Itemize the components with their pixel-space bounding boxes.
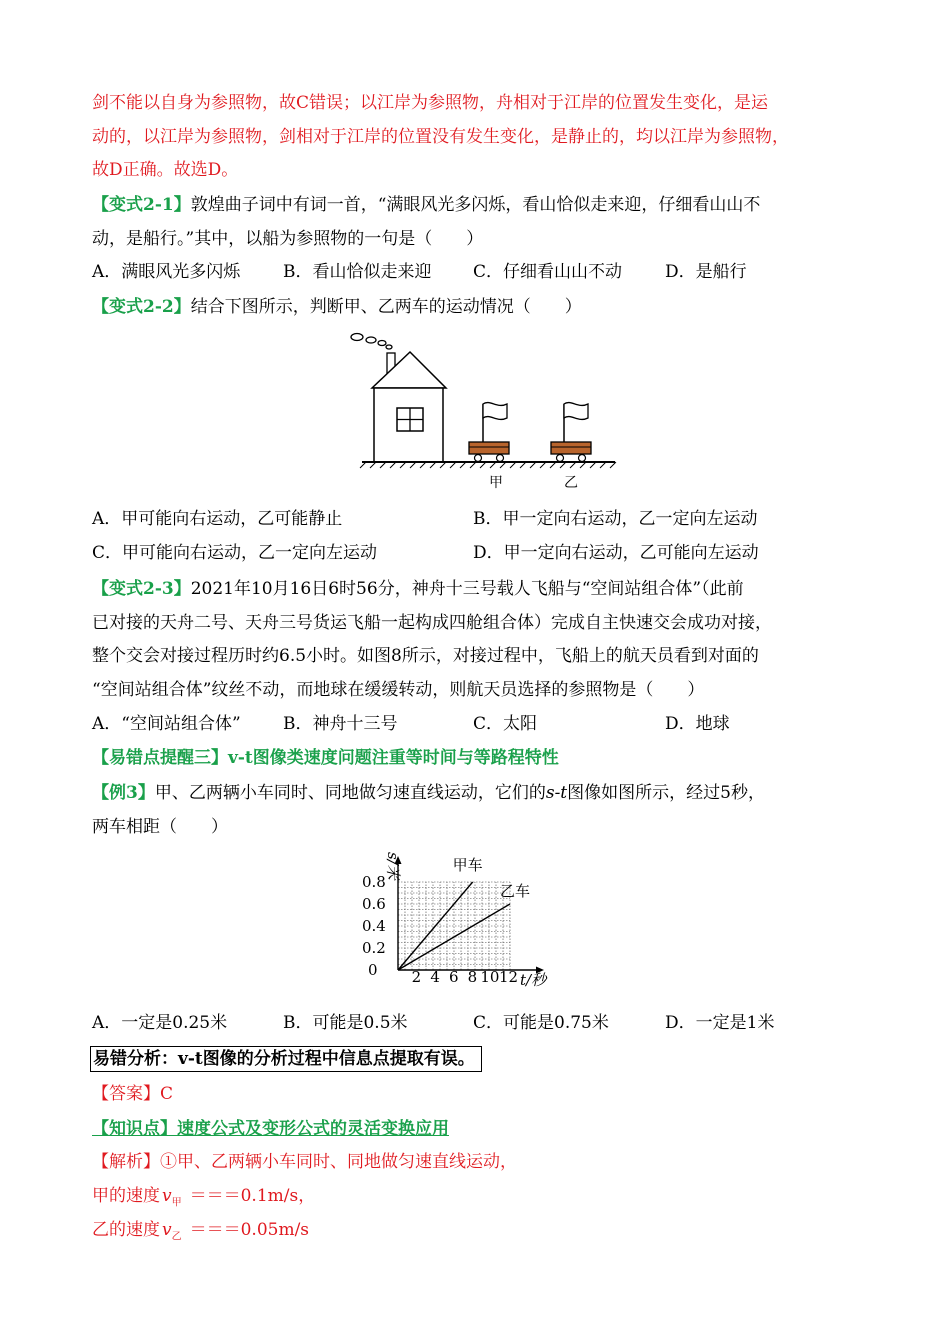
question-text: 敦煌曲子词中有词一首，“满眼风光多闪烁，看山恰似走来迎，仔细看山山不 — [190, 195, 761, 215]
option-d: D．甲一定向右运动，乙可能向左运动 — [473, 543, 759, 563]
question-2-3-line4: “空间站组合体”纹丝不动，而地球在缓缓转动，则航天员选择的参照物是（ ） — [92, 680, 705, 700]
option-b: B．看山恰似走来迎 — [283, 262, 432, 282]
y-tick-label: 0.6 — [362, 895, 386, 913]
cart-a — [469, 403, 509, 462]
subscript: 甲 — [171, 1197, 182, 1209]
example-3-line1 — [92, 781, 872, 805]
solution-text: 甲的速度 — [92, 1186, 160, 1206]
solution-line2 — [92, 1184, 872, 1215]
question-2-3-line1 — [92, 577, 872, 601]
solution-text: ＝＝＝0.1m/s， — [189, 1186, 316, 1206]
question-2-3-line2: 已对接的天舟二号、天舟三号货运飞船一起构成四舱组合体）完成自主快速交会成功对接， — [92, 613, 772, 633]
option-c: C．可能是0.75米 — [473, 1013, 609, 1033]
x-tick-label: 8 — [467, 968, 478, 986]
house-carts-figure — [340, 325, 630, 495]
solution-text: ①甲、乙两辆小车同时、同地做匀速直线运动， — [160, 1152, 517, 1172]
option-a: A．甲可能向右运动，乙可能静止 — [92, 509, 343, 529]
solution-label: 【解析】 — [92, 1152, 160, 1172]
question-tag: 【变式2-3】 — [92, 579, 191, 599]
option-a: A．“空间站组合体” — [92, 714, 241, 734]
option-a: A．满眼风光多闪烁 — [92, 262, 241, 282]
series-label: 甲车 — [452, 856, 483, 874]
option-c: C．甲可能向右运动，乙一定向左运动 — [92, 543, 378, 563]
math-variable: s-t — [545, 783, 568, 803]
paragraph-line: 剑不能以自身为参照物，故C错误；以江岸为参照物，舟相对于江岸的位置发生变化，是运 — [92, 93, 769, 113]
option-b: B．甲一定向右运动，乙一定向左运动 — [473, 509, 758, 529]
x-tick-label: 10 — [480, 968, 500, 986]
error-analysis-box: 易错分析：v-t图像的分析过程中信息点提取有误。 — [90, 1046, 482, 1072]
cart-a-label: 甲 — [489, 475, 503, 491]
x-tick-label: 12 — [499, 968, 519, 986]
y-tick-label: 0.2 — [362, 939, 386, 957]
question-text: 甲、乙两辆小车同时、同地做匀速直线运动，它们的 — [154, 783, 546, 803]
origin-label: 0 — [368, 961, 378, 979]
y-axis-label: s/米 — [384, 852, 402, 880]
paragraph-line: 故D正确。故选D。 — [92, 160, 239, 180]
st-chart — [340, 840, 570, 1000]
knowledge-point: 【知识点】速度公式及变形公式的灵活变换应用 — [92, 1119, 449, 1139]
answer-label: 【答案】 — [92, 1084, 160, 1104]
question-2-3-line3: 整个交会对接过程历时约6.5小时。如图8所示，对接过程中，飞船上的航天员看到对面的 — [92, 646, 759, 666]
question-text: 结合下图所示，判断甲、乙两车的运动情况（ ） — [190, 297, 582, 317]
question-text: 2021年10月16日6时56分，神舟十三号载人飞船与“空间站组合体”（此前 — [190, 579, 744, 599]
option-c: C．太阳 — [473, 714, 538, 734]
solution-line3 — [92, 1218, 872, 1249]
cart-b — [551, 403, 591, 462]
option-b: B．可能是0.5米 — [283, 1013, 408, 1033]
option-b: B．神舟十三号 — [283, 714, 398, 734]
option-d: D．是船行 — [665, 262, 747, 282]
question-tag: 【变式2-2】 — [92, 297, 191, 317]
x-tick-label: 2 — [411, 968, 422, 986]
y-tick-label: 0.8 — [362, 873, 386, 891]
x-tick-label: 4 — [430, 968, 440, 986]
answer-line — [92, 1082, 872, 1106]
option-d: D．地球 — [665, 714, 730, 734]
solution-line1 — [92, 1150, 872, 1174]
answer-value: C — [160, 1084, 174, 1104]
section-heading: 【易错点提醒三】v-t图像类速度问题注重等时间与等路程特性 — [92, 748, 559, 768]
question-2-1-line2: 动，是船行。”其中，以船为参照物的一句是（ ） — [92, 229, 484, 249]
x-axis-label: t/秒 — [520, 971, 547, 989]
question-tag: 【变式2-1】 — [92, 195, 191, 215]
solution-text: 乙的速度 — [92, 1220, 160, 1240]
subscript: 乙 — [171, 1231, 182, 1243]
question-tag: 【例3】 — [92, 783, 155, 803]
x-tick-label: 6 — [449, 968, 459, 986]
option-c: C．仔细看山山不动 — [473, 262, 623, 282]
cart-b-label: 乙 — [564, 475, 578, 491]
question-text: 图像如图所示，经过5秒， — [567, 783, 765, 803]
series-label: 乙车 — [500, 882, 531, 900]
question-2-1-line1 — [92, 193, 872, 217]
math-variable: v — [162, 1186, 172, 1206]
y-tick-label: 0.4 — [362, 917, 386, 935]
example-3-line2: 两车相距（ ） — [92, 817, 228, 837]
solution-text: ＝＝＝0.05m/s — [189, 1220, 310, 1240]
option-d: D．一定是1米 — [665, 1013, 775, 1033]
question-2-2-line1 — [92, 295, 872, 319]
option-a: A．一定是0.25米 — [92, 1013, 228, 1033]
paragraph-line: 动的，以江岸为参照物，剑相对于江岸的位置没有发生变化，是静止的，均以江岸为参照物， — [92, 127, 789, 147]
math-variable: v — [162, 1220, 172, 1240]
